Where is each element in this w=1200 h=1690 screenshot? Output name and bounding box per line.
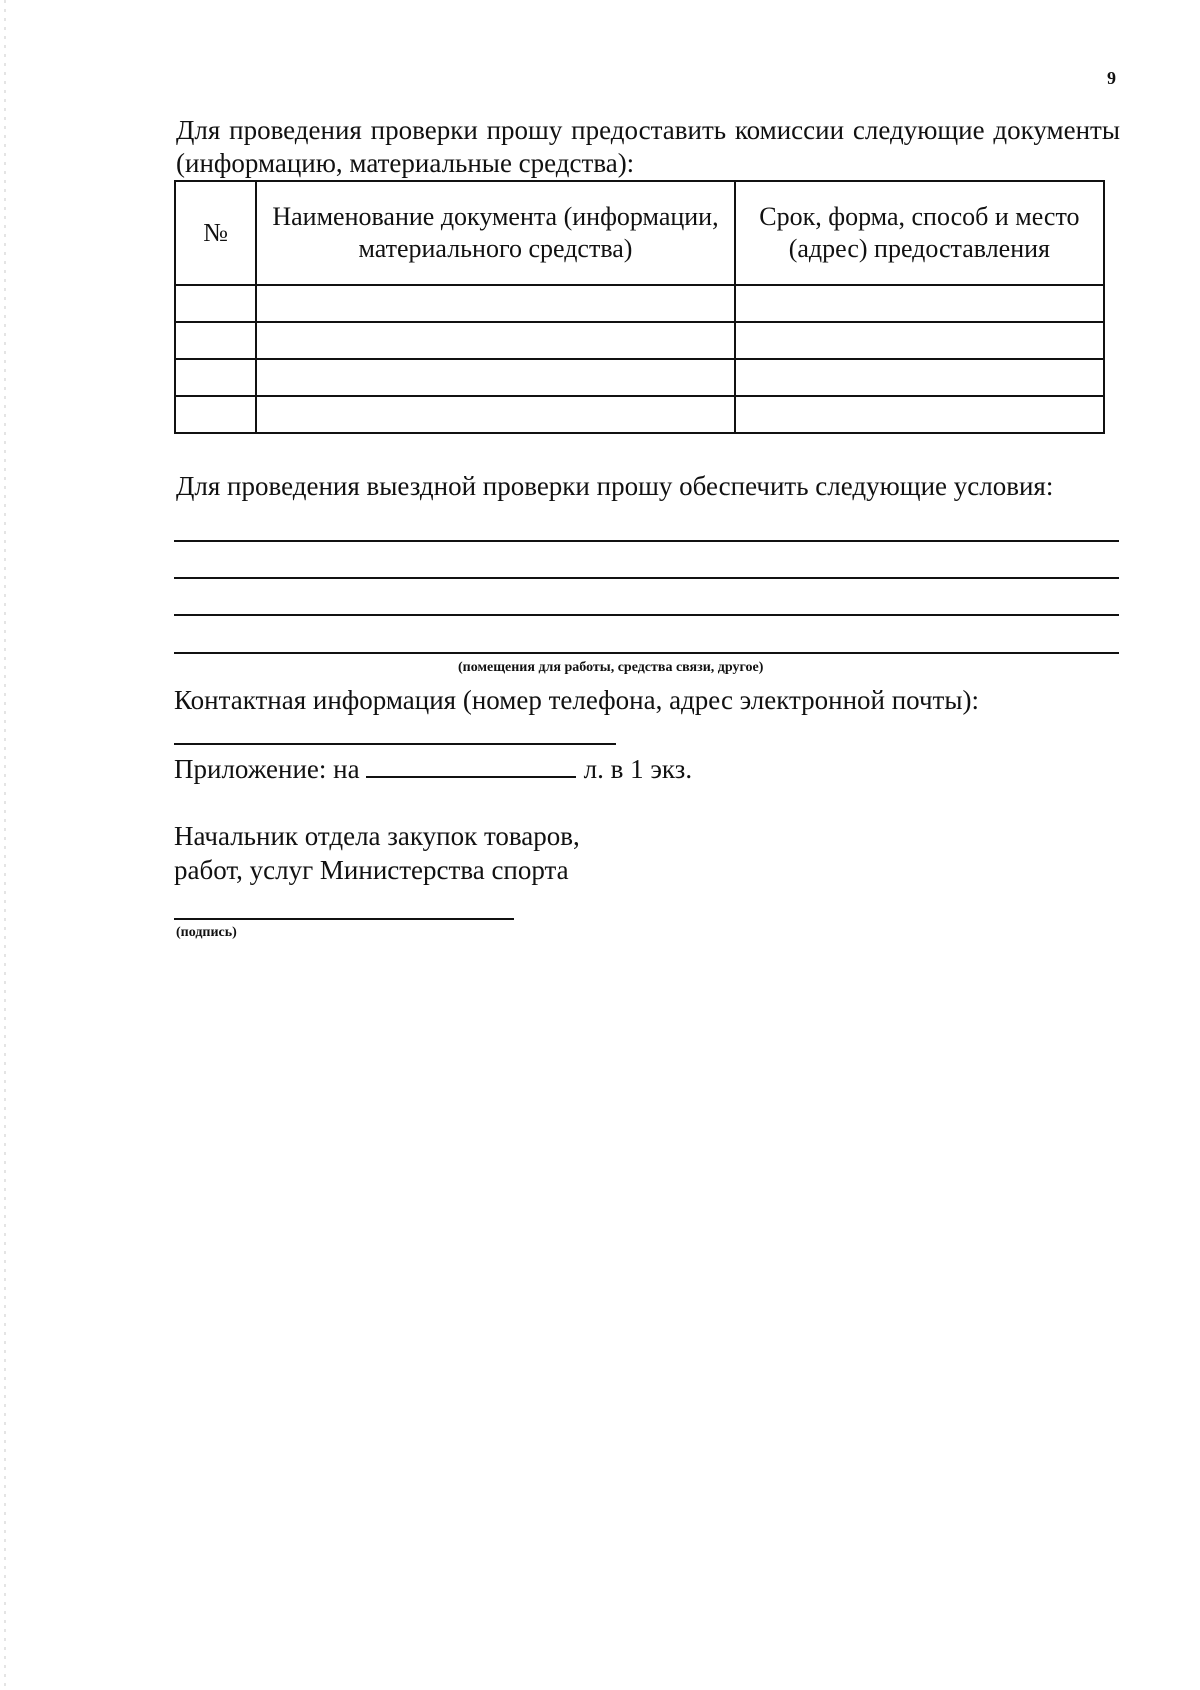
attachment-suffix: л. в 1 экз. (583, 754, 693, 784)
signatory-position-line-2: работ, услуг Министерства спорта (174, 855, 569, 885)
conditions-caption: (помещения для работы, средства связи, другое) (458, 660, 764, 675)
header-document-name: Наименование документа (информации, материального средства) (256, 181, 735, 285)
cell-term-place[interactable] (735, 285, 1104, 322)
documents-table (174, 180, 1105, 434)
cell-term-place[interactable] (735, 396, 1104, 433)
cell-term-place[interactable] (735, 322, 1104, 359)
conditions-blank-line-3[interactable] (174, 614, 1119, 616)
attachment-pages-blank[interactable] (366, 754, 576, 778)
cell-number[interactable] (175, 396, 256, 433)
attachment-prefix: Приложение: на (174, 754, 360, 784)
contact-label: Контактная информация (номер телефона, адрес электронной почты): (174, 685, 979, 715)
table-row (175, 322, 1104, 359)
documents-request-paragraph: Для проведения проверки прошу предоставить комиссии следующие документы (информацию, материальные средства): (176, 115, 1120, 178)
signature-caption: (подпись) (176, 925, 237, 940)
signatory-position (174, 819, 580, 887)
signature-blank-line[interactable] (174, 918, 514, 920)
table-row (175, 285, 1104, 322)
signatory-position-line-1: Начальник отдела закупок товаров, (174, 821, 580, 851)
onsite-conditions-paragraph: Для проведения выездной проверки прошу обеспечить следующие условия: (176, 471, 1054, 501)
cell-term-place[interactable] (735, 359, 1104, 396)
table-row (175, 359, 1104, 396)
conditions-blank-line-4[interactable] (174, 652, 1119, 654)
conditions-blank-line-2[interactable] (174, 577, 1119, 579)
cell-document-name[interactable] (256, 322, 735, 359)
table-row (175, 396, 1104, 433)
cell-number[interactable] (175, 359, 256, 396)
cell-number[interactable] (175, 322, 256, 359)
attachment-line (174, 753, 692, 786)
conditions-blank-line-1[interactable] (174, 540, 1119, 542)
header-term-place: Срок, форма, способ и место (адрес) предоставления (735, 181, 1104, 285)
cell-document-name[interactable] (256, 285, 735, 322)
scan-edge-artifact (4, 0, 6, 1690)
table-header-row (175, 181, 1104, 285)
page-number: 9 (1107, 68, 1116, 88)
cell-number[interactable] (175, 285, 256, 322)
cell-document-name[interactable] (256, 359, 735, 396)
contact-blank-line[interactable] (174, 743, 616, 745)
cell-document-name[interactable] (256, 396, 735, 433)
header-number: № (175, 181, 256, 285)
